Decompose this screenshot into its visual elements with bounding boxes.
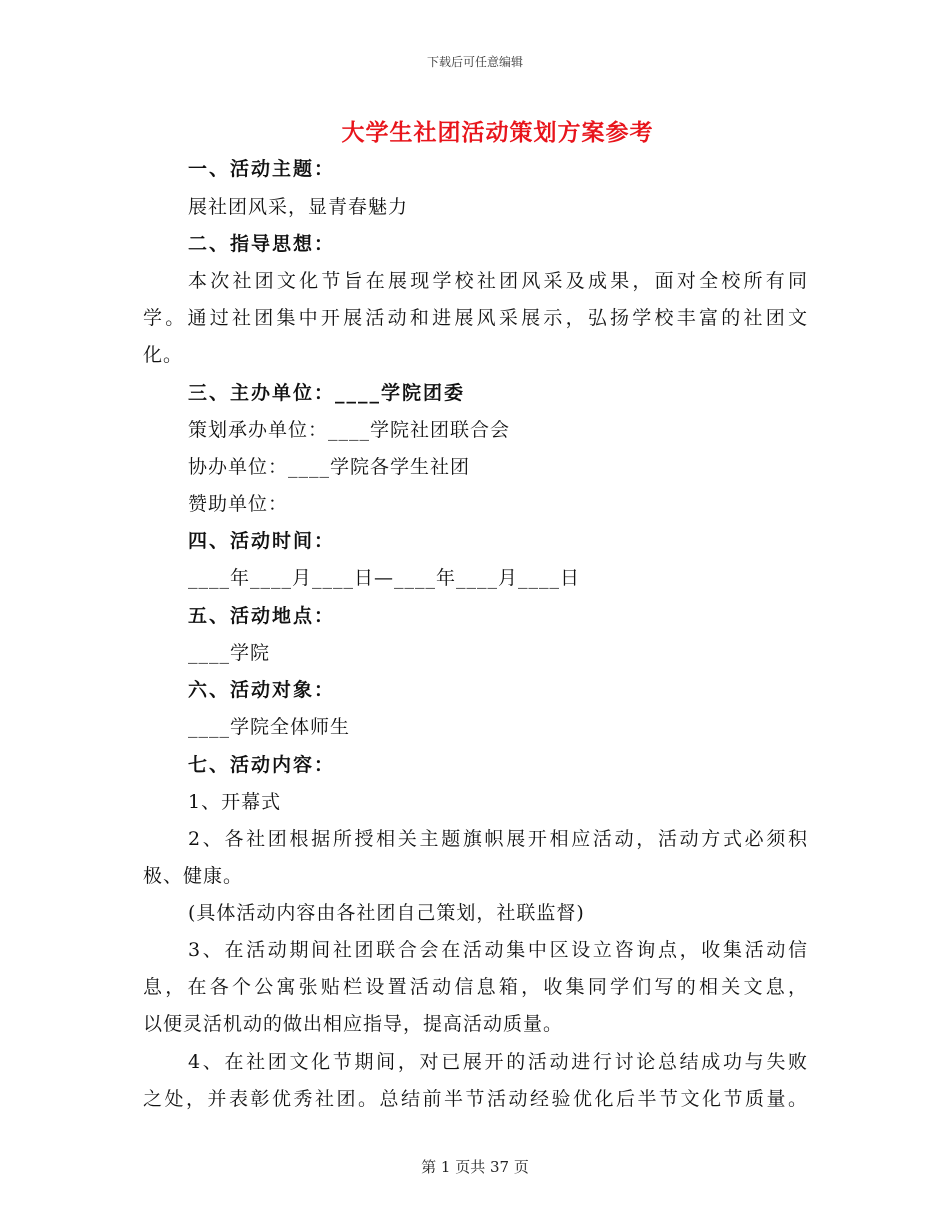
section-heading-location: 五、活动地点： [188, 605, 336, 627]
page-footer: 第 1 页共 37 页 [421, 1158, 529, 1176]
list-item: 4、在社团文化节期间，对已展开的活动进行讨论总结成功与失败 [188, 1051, 808, 1073]
paragraph-line: 赞助单位： [188, 493, 289, 515]
paragraph-line: 之处，并表彰优秀社团。总结前半节活动经验优化后半节文化节质量。 [143, 1088, 808, 1110]
list-item: 3、在活动期间社团联合会在活动集中区设立咨询点，收集活动信 [188, 939, 808, 961]
paragraph-line: 协办单位：____学院各学生社团 [188, 456, 471, 478]
list-item: 2、各社团根据所授相关主题旗帜展开相应活动，活动方式必须积 [188, 828, 808, 850]
paragraph-line: 策划承办单位：____学院社团联合会 [188, 419, 511, 441]
paragraph-line: ____学院全体师生 [188, 716, 351, 738]
paragraph-line: 化。 [143, 344, 184, 366]
paragraph-theme: 展社团风采，显青春魅力 [188, 196, 409, 218]
paragraph-line: 本次社团文化节旨在展现学校社团风采及成果，面对全校所有同 [188, 270, 808, 292]
list-item: 1、开幕式 [188, 791, 282, 813]
section-heading-content: 七、活动内容： [188, 754, 336, 776]
paragraph-line: 以便灵活机动的做出相应指导，提高活动质量。 [143, 1013, 564, 1035]
paragraph-line: (具体活动内容由各社团自己策划，社联监督) [188, 902, 585, 924]
paragraph-line: ____年____月____日—____年____月____日 [188, 567, 581, 589]
section-heading-guiding: 二、指导思想： [188, 233, 336, 255]
paragraph-line: 学。通过社团集中开展活动和进展风采展示，弘扬学校丰富的社团文 [143, 307, 808, 329]
paragraph-line: ____学院 [188, 642, 271, 664]
section-heading-theme: 一、活动主题： [188, 158, 336, 180]
document-title: 大学生社团活动策划方案参考 [341, 120, 654, 146]
paragraph-line: 息，在各个公寓张贴栏设置活动信息箱，收集同学们写的相关文息， [143, 976, 808, 998]
section-heading-audience: 六、活动对象： [188, 679, 336, 701]
section-heading-organizer: 三、主办单位：____学院团委 [188, 382, 466, 404]
section-heading-time: 四、活动时间： [188, 530, 336, 552]
header-note: 下载后可任意编辑 [426, 55, 523, 69]
paragraph-line: 极、健康。 [143, 865, 244, 887]
